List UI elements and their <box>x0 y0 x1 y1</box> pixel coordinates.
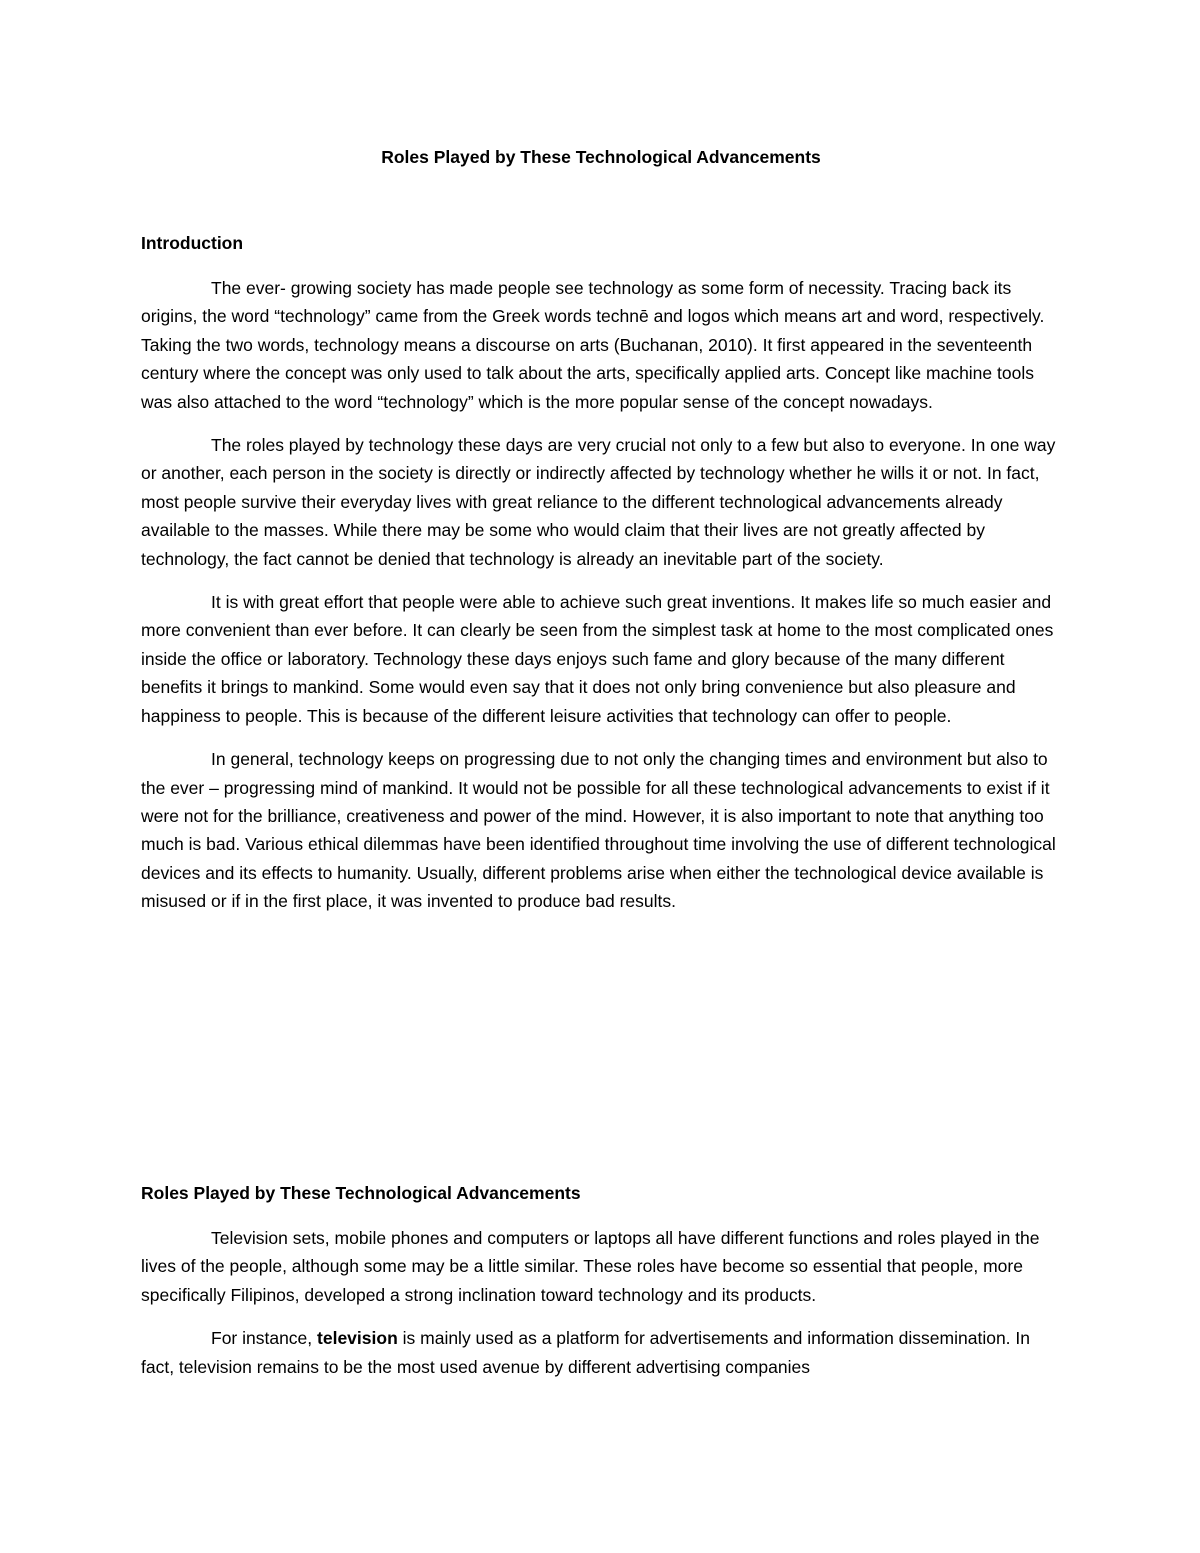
document-title: Roles Played by These Technological Advancements <box>381 147 821 167</box>
roles-paragraph-1: Television sets, mobile phones and computers or laptops all have different functions and roles played in the lives of the people, although some may be a little similar. These roles have become so essential that people, more specifically Filipinos, developed a strong inclination toward technology and its products. <box>141 1228 1040 1305</box>
introduction-paragraph-1: The ever- growing society has made people see technology as some form of necessity. Tracing back its origins, the word “technology” came from the Greek words technē and logos which means art and word, respectively. Taking the two words, technology means a discourse on arts (Buchanan, 2010). It first appeared in the seventeenth century where the concept was only used to talk about the arts, specifically applied arts. Concept like machine tools was also attached to the word “technology” which is the more popular sense of the concept nowadays. <box>141 278 1045 412</box>
roles-section <box>141 1224 1059 1396</box>
document-page <box>141 0 1061 1553</box>
introduction-paragraph-3: It is with great effort that people were able to achieve such great inventions. It makes life so much easier and more convenient than ever before. It can clearly be seen from the simplest task at home to the most complicated ones inside the office or laboratory. Technology these days enjoys such fame and glory because of the many different benefits it brings to mankind. Some would even say that it does not only bring convenience but also pleasure and happiness to people. This is because of the different leisure activities that technology can offer to people. <box>141 592 1054 726</box>
introduction-heading: Introduction <box>141 233 244 253</box>
roles-paragraph-2 <box>141 1324 1059 1381</box>
roles-heading: Roles Played by These Technological Advancements <box>141 1183 581 1203</box>
introduction-paragraph-4: In general, technology keeps on progressing due to not only the changing times and environment but also to the ever – progressing mind of mankind. It would not be possible for all these technological advancements to exist if it were not for the brilliance, creativeness and power of the mind. However, it is also important to note that anything too much is bad. Various ethical dilemmas have been identified throughout time involving the use of different technological devices and its effects to humanity. Usually, different problems arise when either the technological device available is misused or if in the first place, it was invented to produce bad results. <box>141 749 1056 912</box>
television-emphasis: television <box>317 1328 398 1349</box>
roles-paragraph-2-rest: is mainly used as a platform for advertisements and information dissemination. In fact, television remains to be the most used avenue by different advertising companies <box>141 1328 1031 1377</box>
introduction-section <box>141 274 1059 931</box>
introduction-paragraph-2: The roles played by technology these days are very crucial not only to a few but also to everyone. In one way or another, each person in the society is directly or indirectly affected by technology whether he wills it or not. In fact, most people survive their everyday lives with great reliance to the different technological advancements already available to the masses. While there may be some who would claim that their lives are not greatly affected by technology, the fact cannot be denied that technology is already an inevitable part of the society. <box>141 435 1056 569</box>
roles-paragraph-2-lead: For instance, <box>211 1328 318 1349</box>
